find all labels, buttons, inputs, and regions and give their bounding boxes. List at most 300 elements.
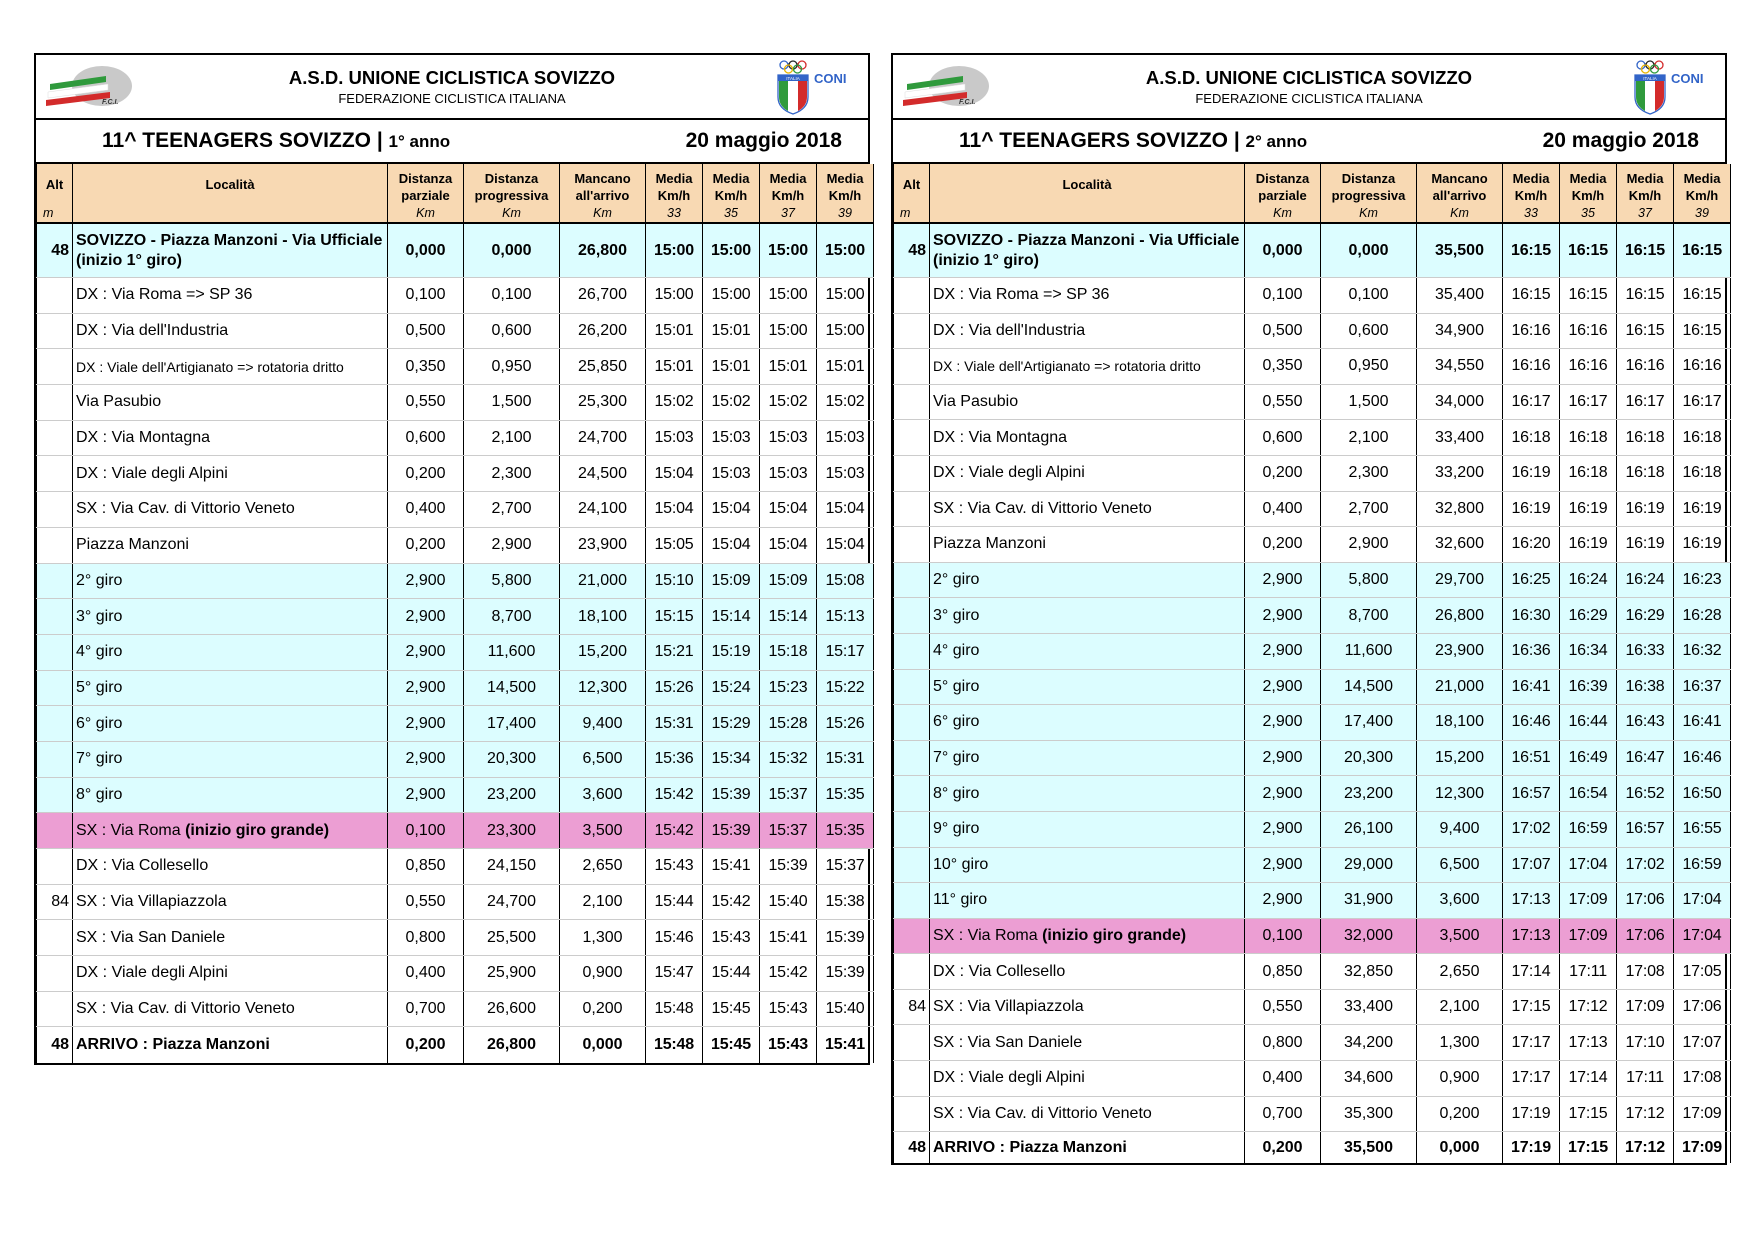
time-cell: 17:11 — [1560, 954, 1617, 990]
progressive-distance-cell: 17,400 — [1321, 705, 1417, 741]
table-row — [894, 223, 1731, 278]
altitude-cell — [894, 420, 930, 456]
progressive-distance-cell: 2,700 — [1321, 491, 1417, 527]
time-cell: 16:36 — [1503, 633, 1560, 669]
partial-distance-cell: 0,550 — [388, 884, 464, 920]
progressive-distance-cell: 33,400 — [1321, 989, 1417, 1025]
table-row — [37, 634, 874, 670]
location-cell: SX : Via Cav. di Vittorio Veneto — [930, 491, 1245, 527]
svg-text:CONI: CONI — [814, 71, 847, 86]
time-cell: 17:07 — [1503, 847, 1560, 883]
time-cell: 17:17 — [1503, 1061, 1560, 1097]
time-cell: 16:33 — [1617, 633, 1674, 669]
time-cell: 16:59 — [1560, 811, 1617, 847]
time-cell: 15:42 — [646, 777, 703, 813]
altitude-cell — [894, 349, 930, 385]
remaining-cell: 15,200 — [560, 634, 646, 670]
table-row — [894, 1096, 1731, 1132]
time-cell: 15:43 — [646, 849, 703, 885]
remaining-cell: 0,000 — [1417, 1132, 1503, 1164]
col-speed-37: Media Km/h — [1617, 164, 1674, 205]
remaining-cell: 2,100 — [560, 884, 646, 920]
time-cell: 16:15 — [1560, 223, 1617, 278]
time-cell: 17:02 — [1617, 847, 1674, 883]
time-cell: 17:05 — [1674, 954, 1731, 990]
remaining-cell: 26,800 — [560, 223, 646, 278]
altitude-cell — [894, 562, 930, 598]
partial-distance-cell: 2,900 — [388, 741, 464, 777]
time-cell: 16:15 — [1617, 278, 1674, 314]
remaining-cell: 12,300 — [1417, 776, 1503, 812]
time-cell: 15:39 — [703, 777, 760, 813]
time-cell: 17:15 — [1503, 989, 1560, 1025]
progressive-distance-cell: 11,600 — [1321, 633, 1417, 669]
coni-logo-icon — [1627, 57, 1715, 115]
col-speed-37: Media Km/h — [760, 164, 817, 205]
table-row — [894, 883, 1731, 919]
org-name: A.S.D. UNIONE CICLISTICA SOVIZZO — [288, 67, 616, 88]
time-cell: 16:19 — [1617, 491, 1674, 527]
remaining-cell: 0,200 — [560, 991, 646, 1027]
altitude-cell — [37, 420, 73, 456]
progressive-distance-cell: 23,300 — [464, 813, 560, 849]
time-cell: 17:13 — [1503, 918, 1560, 954]
remaining-cell: 0,900 — [560, 956, 646, 992]
table-row — [894, 740, 1731, 776]
time-cell: 15:04 — [760, 527, 817, 563]
sheet-header — [893, 55, 1725, 120]
partial-distance-cell: 2,900 — [1245, 633, 1321, 669]
location-cell: DX : Viale degli Alpini — [73, 456, 388, 492]
time-cell: 15:42 — [760, 956, 817, 992]
table-row — [37, 492, 874, 528]
race-title-bar — [36, 120, 868, 164]
time-cell: 15:48 — [646, 991, 703, 1027]
time-cell: 15:34 — [703, 741, 760, 777]
col-location: Località — [73, 164, 388, 205]
time-cell: 16:39 — [1560, 669, 1617, 705]
time-cell: 15:03 — [760, 420, 817, 456]
table-row — [894, 527, 1731, 563]
time-cell: 16:47 — [1617, 740, 1674, 776]
remaining-cell: 0,900 — [1417, 1061, 1503, 1097]
table-row — [894, 776, 1731, 812]
location-cell: SX : Via Roma (inizio giro grande) — [930, 918, 1245, 954]
time-cell: 17:10 — [1617, 1025, 1674, 1061]
location-cell: Via Pasubio — [930, 384, 1245, 420]
location-cell: DX : Viale dell'Artigianato => rotatoria dritto — [930, 349, 1245, 385]
location-cell: 4° giro — [930, 633, 1245, 669]
table-row — [894, 633, 1731, 669]
progressive-distance-cell: 0,100 — [464, 278, 560, 314]
progressive-distance-cell: 17,400 — [464, 706, 560, 742]
table-row — [894, 455, 1731, 491]
time-cell: 17:06 — [1617, 883, 1674, 919]
race-title: 11^ TEENAGERS SOVIZZO | 1° anno — [102, 129, 451, 152]
partial-distance-cell: 0,100 — [388, 813, 464, 849]
table-row — [37, 527, 874, 563]
altitude-cell: 48 — [37, 223, 73, 278]
time-cell: 15:46 — [646, 920, 703, 956]
unit-row: m Km Km Km 33 35 37 39 — [37, 205, 874, 223]
partial-distance-cell: 2,900 — [388, 706, 464, 742]
time-cell: 16:19 — [1617, 527, 1674, 563]
time-cell: 15:00 — [703, 223, 760, 278]
location-cell: SX : Via Villapiazzola — [73, 884, 388, 920]
altitude-cell — [894, 598, 930, 634]
time-cell: 16:18 — [1617, 455, 1674, 491]
time-cell: 17:19 — [1503, 1132, 1560, 1164]
partial-distance-cell: 2,900 — [1245, 776, 1321, 812]
time-cell: 15:48 — [646, 1027, 703, 1063]
time-cell: 16:34 — [1560, 633, 1617, 669]
svg-text:F.C.I.: F.C.I. — [959, 99, 976, 106]
table-row — [37, 991, 874, 1027]
table-row — [894, 989, 1731, 1025]
progressive-distance-cell: 24,700 — [464, 884, 560, 920]
time-cell: 15:10 — [646, 563, 703, 599]
svg-text:ITALIA: ITALIA — [786, 76, 800, 81]
remaining-cell: 12,300 — [560, 670, 646, 706]
time-cell: 15:26 — [646, 670, 703, 706]
remaining-cell: 32,600 — [1417, 527, 1503, 563]
altitude-cell — [37, 634, 73, 670]
time-cell: 15:13 — [817, 599, 874, 635]
table-row — [37, 563, 874, 599]
time-cell: 16:18 — [1560, 455, 1617, 491]
federation-name: FEDERAZIONE CICLISTICA ITALIANA — [1195, 91, 1423, 106]
partial-distance-cell: 0,400 — [1245, 491, 1321, 527]
progressive-distance-cell: 8,700 — [464, 599, 560, 635]
location-cell: SX : Via Cav. di Vittorio Veneto — [930, 1096, 1245, 1132]
coni-logo-icon — [770, 57, 858, 115]
time-cell: 15:31 — [817, 741, 874, 777]
time-cell: 17:02 — [1503, 811, 1560, 847]
time-cell: 15:00 — [817, 278, 874, 314]
altitude-cell — [37, 599, 73, 635]
col-progressive-distance: Distanza progressiva — [1321, 164, 1417, 205]
progressive-distance-cell: 2,300 — [464, 456, 560, 492]
race-title: 11^ TEENAGERS SOVIZZO | 2° anno — [959, 129, 1308, 152]
progressive-distance-cell: 14,500 — [464, 670, 560, 706]
column-header-row — [894, 164, 1731, 205]
race-date: 20 maggio 2018 — [1542, 129, 1699, 152]
time-cell: 15:44 — [646, 884, 703, 920]
partial-distance-cell: 0,350 — [1245, 349, 1321, 385]
time-cell: 17:12 — [1617, 1132, 1674, 1164]
time-cell: 16:51 — [1503, 740, 1560, 776]
altitude-cell — [894, 811, 930, 847]
progressive-distance-cell: 26,600 — [464, 991, 560, 1027]
progressive-distance-cell: 20,300 — [464, 741, 560, 777]
remaining-cell: 3,600 — [1417, 883, 1503, 919]
progressive-distance-cell: 2,100 — [464, 420, 560, 456]
time-cell: 16:57 — [1503, 776, 1560, 812]
col-speed-35: Media Km/h — [1560, 164, 1617, 205]
col-progressive-distance: Distanza progressiva — [464, 164, 560, 205]
remaining-cell: 32,800 — [1417, 491, 1503, 527]
progressive-distance-cell: 35,500 — [1321, 1132, 1417, 1164]
table-row — [37, 420, 874, 456]
remaining-cell: 3,600 — [560, 777, 646, 813]
location-cell: SX : Via San Daniele — [73, 920, 388, 956]
progressive-distance-cell: 1,500 — [464, 385, 560, 421]
time-cell: 15:00 — [703, 278, 760, 314]
remaining-cell: 0,000 — [560, 1027, 646, 1063]
partial-distance-cell: 0,600 — [1245, 420, 1321, 456]
location-cell: DX : Via Collesello — [73, 849, 388, 885]
altitude-cell — [894, 633, 930, 669]
remaining-cell: 26,200 — [560, 313, 646, 349]
altitude-cell — [894, 883, 930, 919]
remaining-cell: 2,650 — [1417, 954, 1503, 990]
col-partial-distance: Distanza parziale — [388, 164, 464, 205]
remaining-cell: 34,900 — [1417, 313, 1503, 349]
progressive-distance-cell: 23,200 — [464, 777, 560, 813]
col-remaining: Mancano all'arrivo — [1417, 164, 1503, 205]
time-cell: 15:41 — [703, 849, 760, 885]
time-cell: 16:41 — [1503, 669, 1560, 705]
time-cell: 15:39 — [703, 813, 760, 849]
table-row — [37, 956, 874, 992]
progressive-distance-cell: 35,300 — [1321, 1096, 1417, 1132]
table-row — [894, 313, 1731, 349]
time-cell: 17:04 — [1674, 918, 1731, 954]
partial-distance-cell: 0,550 — [1245, 384, 1321, 420]
location-cell: DX : Viale degli Alpini — [930, 455, 1245, 491]
time-cell: 16:19 — [1560, 491, 1617, 527]
time-cell: 15:14 — [703, 599, 760, 635]
progressive-distance-cell: 23,200 — [1321, 776, 1417, 812]
partial-distance-cell: 2,900 — [1245, 883, 1321, 919]
progressive-distance-cell: 0,000 — [464, 223, 560, 278]
time-cell: 17:09 — [1560, 883, 1617, 919]
route-rows — [37, 223, 874, 1063]
time-cell: 15:04 — [703, 492, 760, 528]
table-row — [894, 918, 1731, 954]
partial-distance-cell: 0,100 — [1245, 278, 1321, 314]
partial-distance-cell: 0,800 — [388, 920, 464, 956]
time-cell: 16:30 — [1503, 598, 1560, 634]
location-cell: 6° giro — [930, 705, 1245, 741]
time-cell: 15:02 — [646, 385, 703, 421]
time-cell: 15:28 — [760, 706, 817, 742]
location-cell: 2° giro — [73, 563, 388, 599]
time-cell: 17:12 — [1560, 989, 1617, 1025]
column-header-row — [37, 164, 874, 205]
time-cell: 16:44 — [1560, 705, 1617, 741]
remaining-cell: 18,100 — [1417, 705, 1503, 741]
location-cell: SX : Via Cav. di Vittorio Veneto — [73, 991, 388, 1027]
altitude-cell — [37, 777, 73, 813]
unit-row: m Km Km Km 33 35 37 39 — [894, 205, 1731, 223]
partial-distance-cell: 0,100 — [388, 278, 464, 314]
time-cell: 15:24 — [703, 670, 760, 706]
time-cell: 15:47 — [646, 956, 703, 992]
time-cell: 15:37 — [817, 849, 874, 885]
remaining-cell: 26,800 — [1417, 598, 1503, 634]
progressive-distance-cell: 2,100 — [1321, 420, 1417, 456]
partial-distance-cell: 0,200 — [1245, 455, 1321, 491]
altitude-cell: 48 — [894, 1132, 930, 1164]
partial-distance-cell: 0,000 — [1245, 223, 1321, 278]
table-row — [37, 849, 874, 885]
time-cell: 15:42 — [703, 884, 760, 920]
progressive-distance-cell: 32,850 — [1321, 954, 1417, 990]
location-cell: 8° giro — [930, 776, 1245, 812]
progressive-distance-cell: 25,500 — [464, 920, 560, 956]
remaining-cell: 35,500 — [1417, 223, 1503, 278]
remaining-cell: 3,500 — [560, 813, 646, 849]
progressive-distance-cell: 34,200 — [1321, 1025, 1417, 1061]
col-alt: Alt — [894, 164, 930, 205]
svg-text:F.C.I.: F.C.I. — [102, 99, 119, 106]
location-cell: Piazza Manzoni — [930, 527, 1245, 563]
table-row — [894, 847, 1731, 883]
location-cell: SOVIZZO - Piazza Manzoni - Via Ufficiale (inizio 1° giro) — [73, 223, 388, 278]
remaining-cell: 18,100 — [560, 599, 646, 635]
location-cell: DX : Via Roma => SP 36 — [930, 278, 1245, 314]
svg-text:CONI: CONI — [1671, 71, 1704, 86]
altitude-cell — [37, 849, 73, 885]
remaining-cell: 0,200 — [1417, 1096, 1503, 1132]
progressive-distance-cell: 14,500 — [1321, 669, 1417, 705]
table-row — [894, 705, 1731, 741]
race-date: 20 maggio 2018 — [685, 129, 842, 152]
altitude-cell — [894, 384, 930, 420]
col-speed-33: Media Km/h — [646, 164, 703, 205]
time-cell: 17:09 — [1674, 1096, 1731, 1132]
time-cell: 15:09 — [760, 563, 817, 599]
time-cell: 16:54 — [1560, 776, 1617, 812]
time-cell: 15:01 — [817, 349, 874, 385]
remaining-cell: 21,000 — [1417, 669, 1503, 705]
time-cell: 16:19 — [1560, 527, 1617, 563]
location-cell: 5° giro — [930, 669, 1245, 705]
progressive-distance-cell: 2,900 — [464, 527, 560, 563]
table-row — [894, 562, 1731, 598]
time-cell: 16:20 — [1503, 527, 1560, 563]
time-cell: 16:16 — [1560, 349, 1617, 385]
time-cell: 16:18 — [1503, 420, 1560, 456]
altitude-cell — [37, 813, 73, 849]
route-table — [36, 164, 874, 1063]
time-cell: 15:01 — [703, 313, 760, 349]
partial-distance-cell: 0,200 — [388, 1027, 464, 1063]
table-row — [37, 1027, 874, 1063]
time-cell: 15:00 — [817, 313, 874, 349]
time-cell: 16:52 — [1617, 776, 1674, 812]
time-cell: 16:15 — [1674, 313, 1731, 349]
time-cell: 15:19 — [703, 634, 760, 670]
time-cell: 16:46 — [1503, 705, 1560, 741]
progressive-distance-cell: 0,950 — [464, 349, 560, 385]
progressive-distance-cell: 5,800 — [464, 563, 560, 599]
time-cell: 16:59 — [1674, 847, 1731, 883]
time-cell: 15:44 — [703, 956, 760, 992]
time-cell: 16:23 — [1674, 562, 1731, 598]
location-cell: DX : Via Roma => SP 36 — [73, 278, 388, 314]
svg-text:ITALIA: ITALIA — [1643, 76, 1657, 81]
time-cell: 16:38 — [1617, 669, 1674, 705]
time-cell: 15:14 — [760, 599, 817, 635]
altitude-cell — [37, 920, 73, 956]
time-cell: 17:06 — [1617, 918, 1674, 954]
time-cell: 16:25 — [1503, 562, 1560, 598]
remaining-cell: 29,700 — [1417, 562, 1503, 598]
time-cell: 15:00 — [817, 223, 874, 278]
altitude-cell — [894, 455, 930, 491]
partial-distance-cell: 2,900 — [1245, 598, 1321, 634]
time-cell: 15:43 — [760, 1027, 817, 1063]
time-cell: 15:37 — [760, 777, 817, 813]
remaining-cell: 23,900 — [1417, 633, 1503, 669]
altitude-cell — [37, 313, 73, 349]
remaining-cell: 1,300 — [560, 920, 646, 956]
altitude-cell — [894, 669, 930, 705]
time-cell: 15:01 — [760, 349, 817, 385]
remaining-cell: 15,200 — [1417, 740, 1503, 776]
time-cell: 17:19 — [1503, 1096, 1560, 1132]
remaining-cell: 9,400 — [560, 706, 646, 742]
partial-distance-cell: 2,900 — [388, 599, 464, 635]
time-cell: 15:43 — [703, 920, 760, 956]
route-rows — [894, 223, 1731, 1163]
partial-distance-cell: 2,900 — [1245, 740, 1321, 776]
time-cell: 17:14 — [1503, 954, 1560, 990]
time-cell: 16:49 — [1560, 740, 1617, 776]
time-cell: 16:18 — [1617, 420, 1674, 456]
remaining-cell: 25,300 — [560, 385, 646, 421]
time-cell: 15:01 — [646, 313, 703, 349]
time-cell: 15:01 — [646, 349, 703, 385]
location-cell: SX : Via Villapiazzola — [930, 989, 1245, 1025]
partial-distance-cell: 0,700 — [388, 991, 464, 1027]
remaining-cell: 21,000 — [560, 563, 646, 599]
time-cell: 15:35 — [817, 777, 874, 813]
time-cell: 16:29 — [1560, 598, 1617, 634]
time-cell: 17:14 — [1560, 1061, 1617, 1097]
time-cell: 15:17 — [817, 634, 874, 670]
partial-distance-cell: 0,800 — [1245, 1025, 1321, 1061]
location-cell: SX : Via Roma (inizio giro grande) — [73, 813, 388, 849]
remaining-cell: 25,850 — [560, 349, 646, 385]
altitude-cell — [37, 385, 73, 421]
time-cell: 15:15 — [646, 599, 703, 635]
remaining-cell: 6,500 — [1417, 847, 1503, 883]
altitude-cell — [37, 349, 73, 385]
location-cell: ARRIVO : Piazza Manzoni — [73, 1027, 388, 1063]
time-cell: 17:09 — [1674, 1132, 1731, 1164]
table-row — [37, 349, 874, 385]
time-cell: 15:01 — [703, 349, 760, 385]
time-cell: 16:19 — [1674, 491, 1731, 527]
col-speed-35: Media Km/h — [703, 164, 760, 205]
remaining-cell: 34,000 — [1417, 384, 1503, 420]
altitude-cell — [894, 1025, 930, 1061]
partial-distance-cell: 2,900 — [388, 670, 464, 706]
location-cell: DX : Viale dell'Artigianato => rotatoria dritto — [73, 349, 388, 385]
altitude-cell — [37, 991, 73, 1027]
table-row — [37, 385, 874, 421]
time-cell: 15:03 — [760, 456, 817, 492]
time-cell: 15:04 — [760, 492, 817, 528]
table-row — [37, 741, 874, 777]
time-cell: 15:35 — [817, 813, 874, 849]
altitude-cell — [37, 492, 73, 528]
location-cell: Piazza Manzoni — [73, 527, 388, 563]
timetable-2nd-year — [891, 53, 1727, 1165]
